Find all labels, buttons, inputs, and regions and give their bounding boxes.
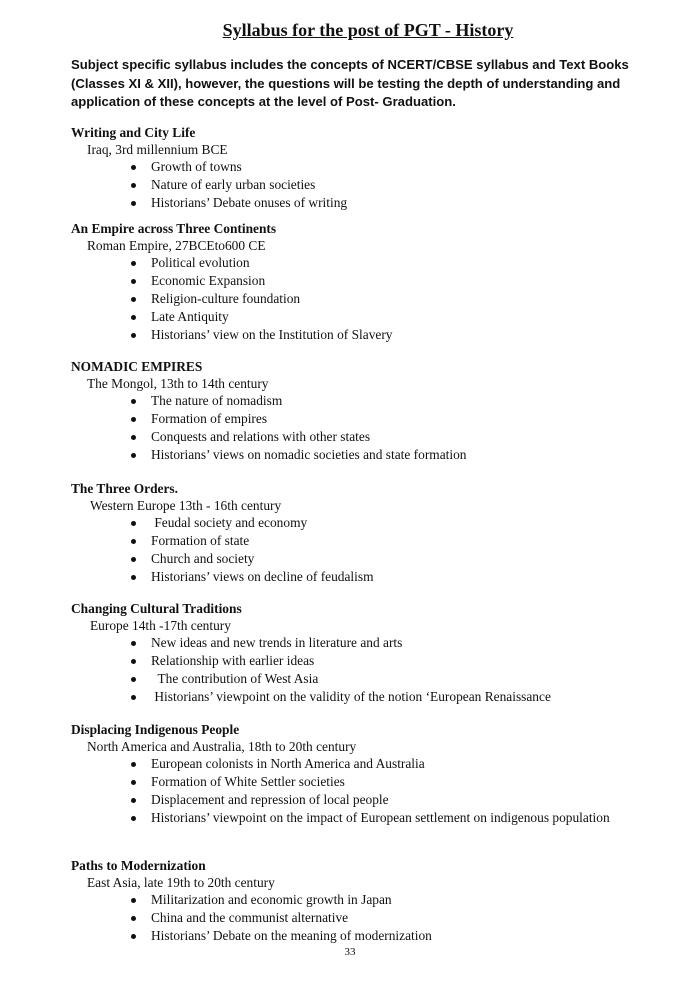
list-item: Political evolution — [71, 254, 661, 272]
section-subheading: Iraq, 3rd millennium BCE — [87, 142, 228, 157]
bullet-icon — [131, 659, 136, 664]
section-paths-to-modernization — [71, 857, 661, 945]
bullet-icon — [131, 916, 136, 921]
bullet-list — [71, 514, 661, 586]
list-item: Conquests and relations with other states — [71, 428, 661, 446]
section-empire-three-continents — [71, 220, 661, 344]
bullet-list — [71, 634, 661, 706]
list-item: Relationship with earlier ideas — [71, 652, 661, 670]
list-item: The nature of nomadism — [71, 392, 661, 410]
bullet-icon — [131, 315, 136, 320]
bullet-icon — [131, 399, 136, 404]
section-nomadic-empires — [71, 358, 661, 464]
bullet-icon — [131, 417, 136, 422]
list-item: Historians’ viewpoint on the impact of European settlement on indigenous population — [71, 809, 661, 827]
list-item: Nature of early urban societies — [71, 176, 661, 194]
bullet-icon — [131, 165, 136, 170]
section-subheading: East Asia, late 19th to 20th century — [87, 875, 275, 890]
bullet-list — [71, 755, 661, 827]
list-item: Formation of empires — [71, 410, 661, 428]
bullet-icon — [131, 798, 136, 803]
intro-paragraph: Subject specific syllabus includes the concepts of NCERT/CBSE syllabus and Text Books (Classes XI & XII), however, the questions will be testing the depth of understanding and application of these concepts at the level of Post- Graduation. — [71, 57, 629, 109]
bullet-list — [71, 392, 661, 464]
list-item: Displacement and repression of local people — [71, 791, 661, 809]
section-writing-and-city-life — [71, 124, 661, 212]
bullet-icon — [131, 279, 136, 284]
section-subheading: Western Europe 13th - 16th century — [90, 498, 282, 513]
section-heading: NOMADIC EMPIRES — [71, 359, 203, 374]
bullet-icon — [131, 780, 136, 785]
bullet-icon — [131, 333, 136, 338]
list-item: Growth of towns — [71, 158, 661, 176]
bullet-icon — [131, 557, 136, 562]
bullet-icon — [131, 816, 136, 821]
section-subheading: Roman Empire, 27BCEto600 CE — [87, 238, 266, 253]
bullet-icon — [131, 934, 136, 939]
section-displacing-indigenous-people — [71, 721, 661, 827]
bullet-icon — [131, 297, 136, 302]
section-heading: Writing and City Life — [71, 125, 196, 140]
bullet-icon — [131, 453, 136, 458]
bullet-icon — [131, 575, 136, 580]
bullet-icon — [131, 677, 136, 682]
section-heading: Paths to Modernization — [71, 858, 206, 873]
list-item: Religion-culture foundation — [71, 290, 661, 308]
list-item: Church and society — [71, 550, 661, 568]
list-item: Formation of state — [71, 532, 661, 550]
list-item: Historians’ Debate on the meaning of modernization — [71, 927, 661, 945]
bullet-icon — [131, 898, 136, 903]
section-heading: The Three Orders. — [71, 481, 178, 496]
bullet-icon — [131, 183, 136, 188]
bullet-icon — [131, 435, 136, 440]
section-heading: An Empire across Three Continents — [71, 221, 277, 236]
list-item: New ideas and new trends in literature and arts — [71, 634, 661, 652]
bullet-list — [71, 891, 661, 945]
section-heading: Displacing Indigenous People — [71, 722, 240, 737]
section-changing-cultural-traditions — [71, 600, 661, 706]
page-title: Syllabus for the post of PGT - History — [222, 20, 514, 40]
bullet-icon — [131, 762, 136, 767]
list-item: European colonists in North America and Australia — [71, 755, 661, 773]
bullet-icon — [131, 641, 136, 646]
bullet-icon — [131, 201, 136, 206]
bullet-icon — [131, 521, 136, 526]
bullet-list — [71, 158, 661, 212]
bullet-icon — [131, 695, 136, 700]
section-heading: Changing Cultural Traditions — [71, 601, 242, 616]
list-item: Historians’ views on nomadic societies and state formation — [71, 446, 661, 464]
list-item: China and the communist alternative — [71, 909, 661, 927]
list-item: Historians’ Debate onuses of writing — [71, 194, 661, 212]
section-subheading: North America and Australia, 18th to 20th century — [87, 739, 357, 754]
list-item: Historians’ view on the Institution of Slavery — [71, 326, 661, 344]
list-item: Late Antiquity — [71, 308, 661, 326]
list-item: Formation of White Settler societies — [71, 773, 661, 791]
list-item: The contribution of West Asia — [71, 670, 661, 688]
page-number: 33 — [344, 946, 356, 958]
bullet-list — [71, 254, 661, 344]
bullet-icon — [131, 539, 136, 544]
list-item: Historians’ views on decline of feudalism — [71, 568, 661, 586]
list-item: Historians’ viewpoint on the validity of the notion ‘European Renaissance — [71, 688, 661, 706]
section-subheading: The Mongol, 13th to 14th century — [87, 376, 269, 391]
list-item: Feudal society and economy — [71, 514, 661, 532]
bullet-icon — [131, 261, 136, 266]
list-item: Militarization and economic growth in Japan — [71, 891, 661, 909]
section-three-orders — [71, 480, 661, 586]
list-item: Economic Expansion — [71, 272, 661, 290]
section-subheading: Europe 14th -17th century — [90, 618, 231, 633]
